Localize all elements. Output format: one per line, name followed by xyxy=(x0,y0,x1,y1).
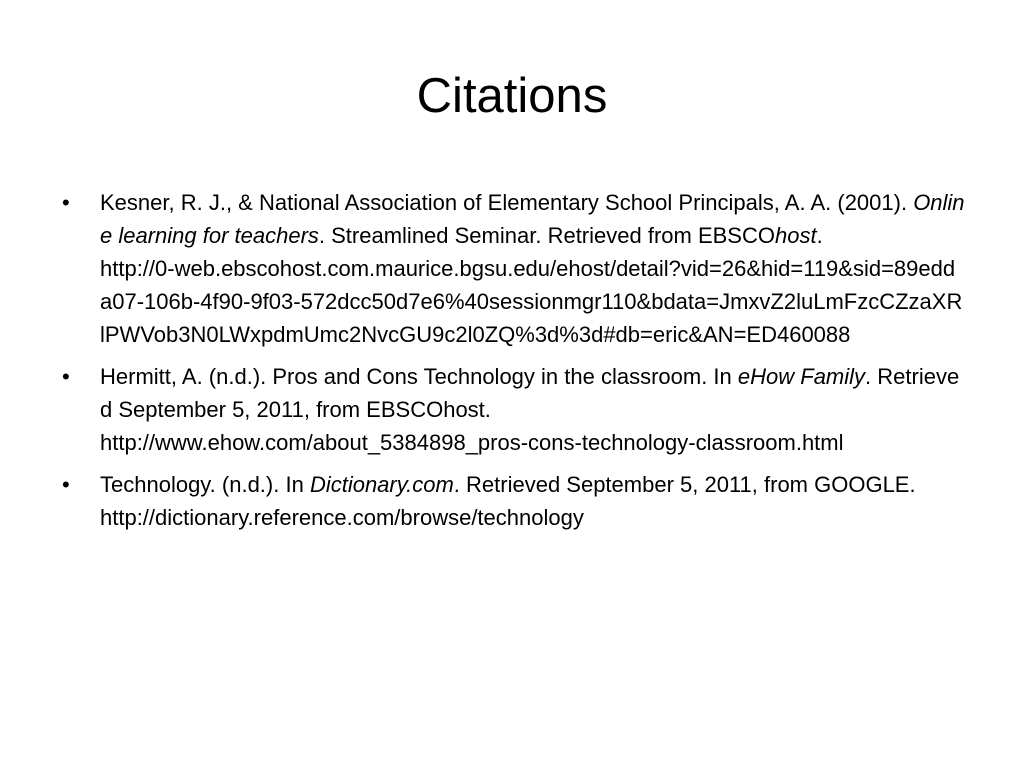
citation-text: . xyxy=(816,223,823,248)
slide-title: Citations xyxy=(416,69,608,123)
bullet-icon: • xyxy=(62,472,70,497)
citation-item xyxy=(56,468,966,534)
citation-list xyxy=(56,186,966,543)
bullet-icon: • xyxy=(62,364,70,389)
citation-text: . Retrieved September 5, 2011, from GOOGLE. xyxy=(453,472,916,497)
citation-text: . Streamlined Seminar. Retrieved from EBSCO xyxy=(318,223,775,248)
citation-source-title: Dictionary.com xyxy=(309,472,454,497)
citation-source-title: Online learning for teachers xyxy=(100,190,965,248)
citation-url[interactable]: http://www.ehow.com/about_5384898_pros-cons-technology-classroom.html xyxy=(100,430,844,455)
citation-text: Hermitt, A. (n.d.). Pros and Cons Technology in the classroom. In xyxy=(100,364,738,389)
citation-source-title: eHow Family xyxy=(737,364,866,389)
bullet-icon: • xyxy=(62,190,70,215)
citation-url[interactable]: http://dictionary.reference.com/browse/technology xyxy=(100,505,584,530)
citation-italic-text: host xyxy=(774,223,817,248)
citation-item xyxy=(56,360,966,459)
citation-text: Kesner, R. J., & National Association of Elementary School Principals, A. A. (2001). xyxy=(100,190,914,215)
citation-text: . Retrieved September 5, 2011, from EBSCOhost. xyxy=(100,364,960,422)
citation-item xyxy=(56,186,966,351)
citation-text: Technology. (n.d.). In xyxy=(100,472,310,497)
citation-url[interactable]: http://0-web.ebscohost.com.maurice.bgsu.edu/ehost/detail?vid=26&hid=119&sid=89edda07-106b-4f90-9f03-572dcc50d7e6%40sessionmgr110&bdata=JmxvZ2luLmFzcCZzaXRlPWVob3N0LWxpdmUmc2NvcGU9c2l0ZQ%3d%3d#db=eric&AN=ED460088 xyxy=(100,256,963,347)
